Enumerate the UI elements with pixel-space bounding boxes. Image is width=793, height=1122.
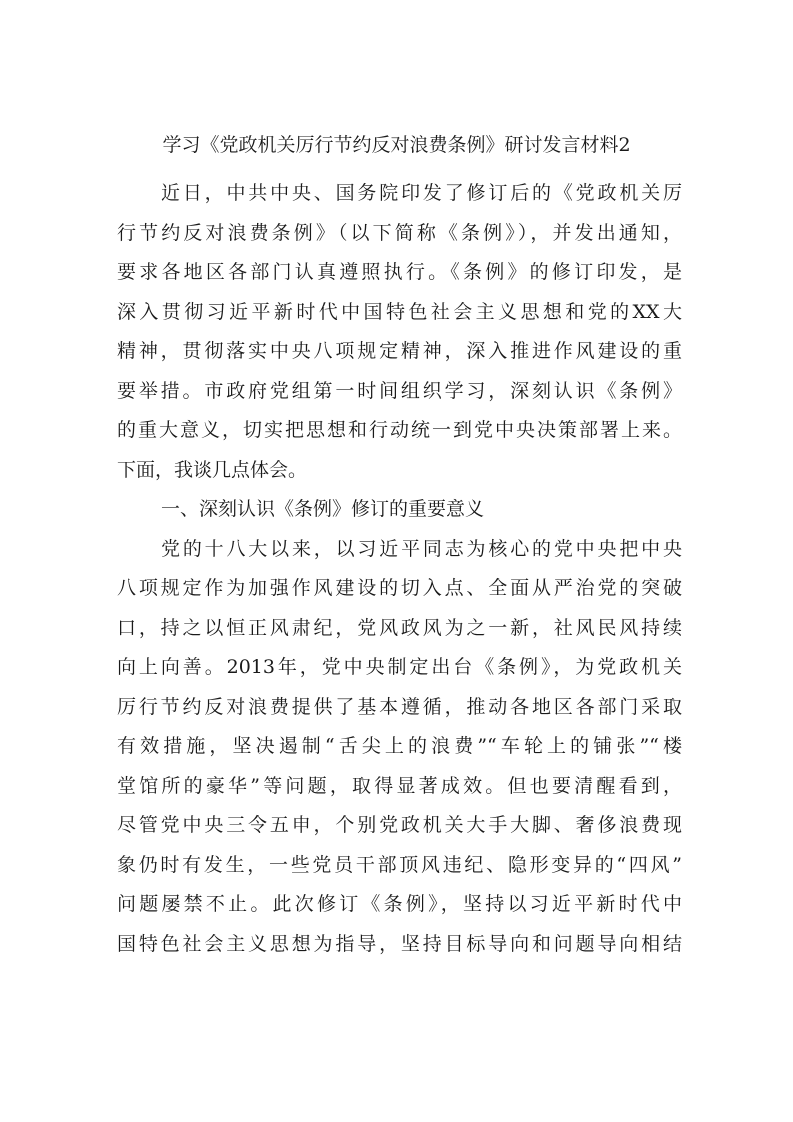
text-line: 精神，贯彻落实中央八项规定精神，深入推进作风建设的重	[117, 340, 682, 362]
text-line: 要求各地区各部门认真遵照执行。《条例》的修订印发，是	[117, 261, 682, 283]
text-line: 下面，我谈几点体会。	[117, 458, 308, 481]
text-line: 问题屡禁不止。此次修订《条例》，坚持以习近平新时代中	[117, 893, 682, 915]
paragraph-significance	[117, 530, 682, 965]
text-line: 要举措。市政府党组第一时间组织学习，深刻认识《条例》	[117, 379, 682, 402]
text-line: 国特色社会主义思想为指导，坚持目标导向和问题导向相结	[117, 932, 682, 955]
text-line: 行节约反对浪费条例》（以下简称《条例》），并发出通知，	[117, 221, 682, 244]
text-line: 一、深刻认识《条例》修订的重要意义	[161, 498, 485, 520]
document-title: 学习《党政机关厉行节约反对浪费条例》研讨发言材料2	[162, 134, 631, 156]
text-line: 向上向善。2013年，党中央制定出台《条例》，为党政机关	[117, 656, 682, 678]
text-line: 象仍时有发生，一些党员干部顶风违纪、隐形变异的“四风”	[117, 853, 682, 876]
text-line: 口，持之以恒正风肃纪，党风政风为之一新，社风民风持续	[117, 616, 682, 639]
text-line: 八项规定作为加强作风建设的切入点、全面从严治党的突破	[117, 577, 682, 599]
section-heading	[117, 490, 682, 530]
text-line: 深入贯彻习近平新时代中国特色社会主义思想和党的XX大	[117, 300, 682, 323]
text-line: 尽管党中央三令五申，个别党政机关大手大脚、奢侈浪费现	[117, 814, 682, 836]
text-line: 的重大意义，切实把思想和行动统一到党中央决策部署上来。	[117, 419, 682, 441]
text-line: 近日，中共中央、国务院印发了修订后的《党政机关厉	[161, 182, 682, 204]
text-line: 有效措施，坚决遏制“舌尖上的浪费”“车轮上的铺张”“楼	[117, 735, 682, 757]
text-line: 党的十八大以来，以习近平同志为核心的党中央把中央	[161, 537, 682, 560]
text-line: 厉行节约反对浪费提供了基本遵循，推动各地区各部门采取	[117, 695, 682, 718]
document-body	[117, 174, 682, 964]
paragraph-intro	[117, 174, 682, 490]
text-line: 堂馆所的豪华”等问题，取得显著成效。但也要清醒看到，	[117, 774, 682, 797]
